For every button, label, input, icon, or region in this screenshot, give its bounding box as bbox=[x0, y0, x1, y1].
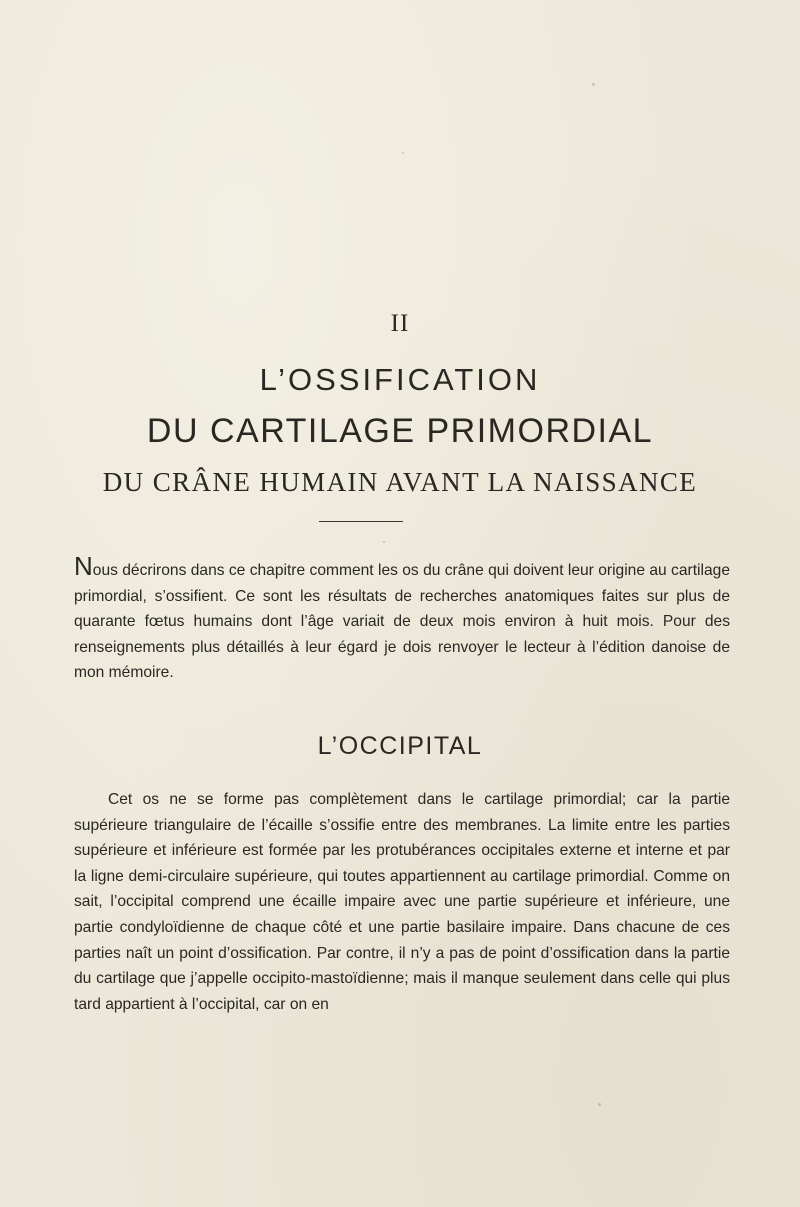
section-heading: L’OCCIPITAL bbox=[317, 732, 483, 760]
chapter-title-line-3: DU CRÂNE HUMAIN AVANT LA NAISSANCE bbox=[102, 467, 698, 497]
intro-paragraph-text: ous décrirons dans ce chapitre comment les os du crâne qui doivent leur origine au cartilage primordial, s’ossifient. Ce sont les résultats de recherches anatomiques faites sur plus de quarante fœtus humains dont l’âge variait de deux mois environ à huit mois. Pour des renseignements plus détaillés à leur égard je dois renvoyer le lecteur à l’édition danoise de mon mémoire. bbox=[74, 562, 730, 682]
dropcap-letter: N bbox=[74, 551, 93, 581]
title-divider bbox=[319, 521, 403, 522]
paper-speck bbox=[402, 152, 404, 154]
section-paragraph: Cet os ne se forme pas complètement dans le cartilage primordial; car la partie supérieure triangulaire de l’écaille s’ossifie entre des membranes. La limite entre les parties supérieure et inférieure est formée par les protubérances occipitales externe et interne et par la ligne demi-circulaire supérieure, qui toutes appartiennent au cartilage primordial. Comme on sait, l’occipital comprend une écaille impaire avec une partie supérieure et inférieure, une partie condyloïdienne de chaque côté et une partie basilaire impaire. Dans chacune de ces parties naît un point d’ossification. Par contre, il n’y a pas de point d’ossification dans la partie du cartilage que j’appelle occipito-mastoïdienne; mais il manque seulement dans celle qui plus tard appartient à l’occipital, car on en bbox=[74, 791, 730, 1013]
chapter-title-line-1: L’OSSIFICATION bbox=[259, 362, 541, 397]
paper-speck bbox=[383, 541, 385, 543]
paper-speck bbox=[598, 1103, 601, 1106]
chapter-title-line-2: DU CARTILAGE PRIMORDIAL bbox=[146, 412, 654, 450]
intro-paragraph bbox=[74, 551, 730, 686]
paper-speck bbox=[592, 83, 595, 86]
chapter-number: II bbox=[390, 310, 410, 337]
